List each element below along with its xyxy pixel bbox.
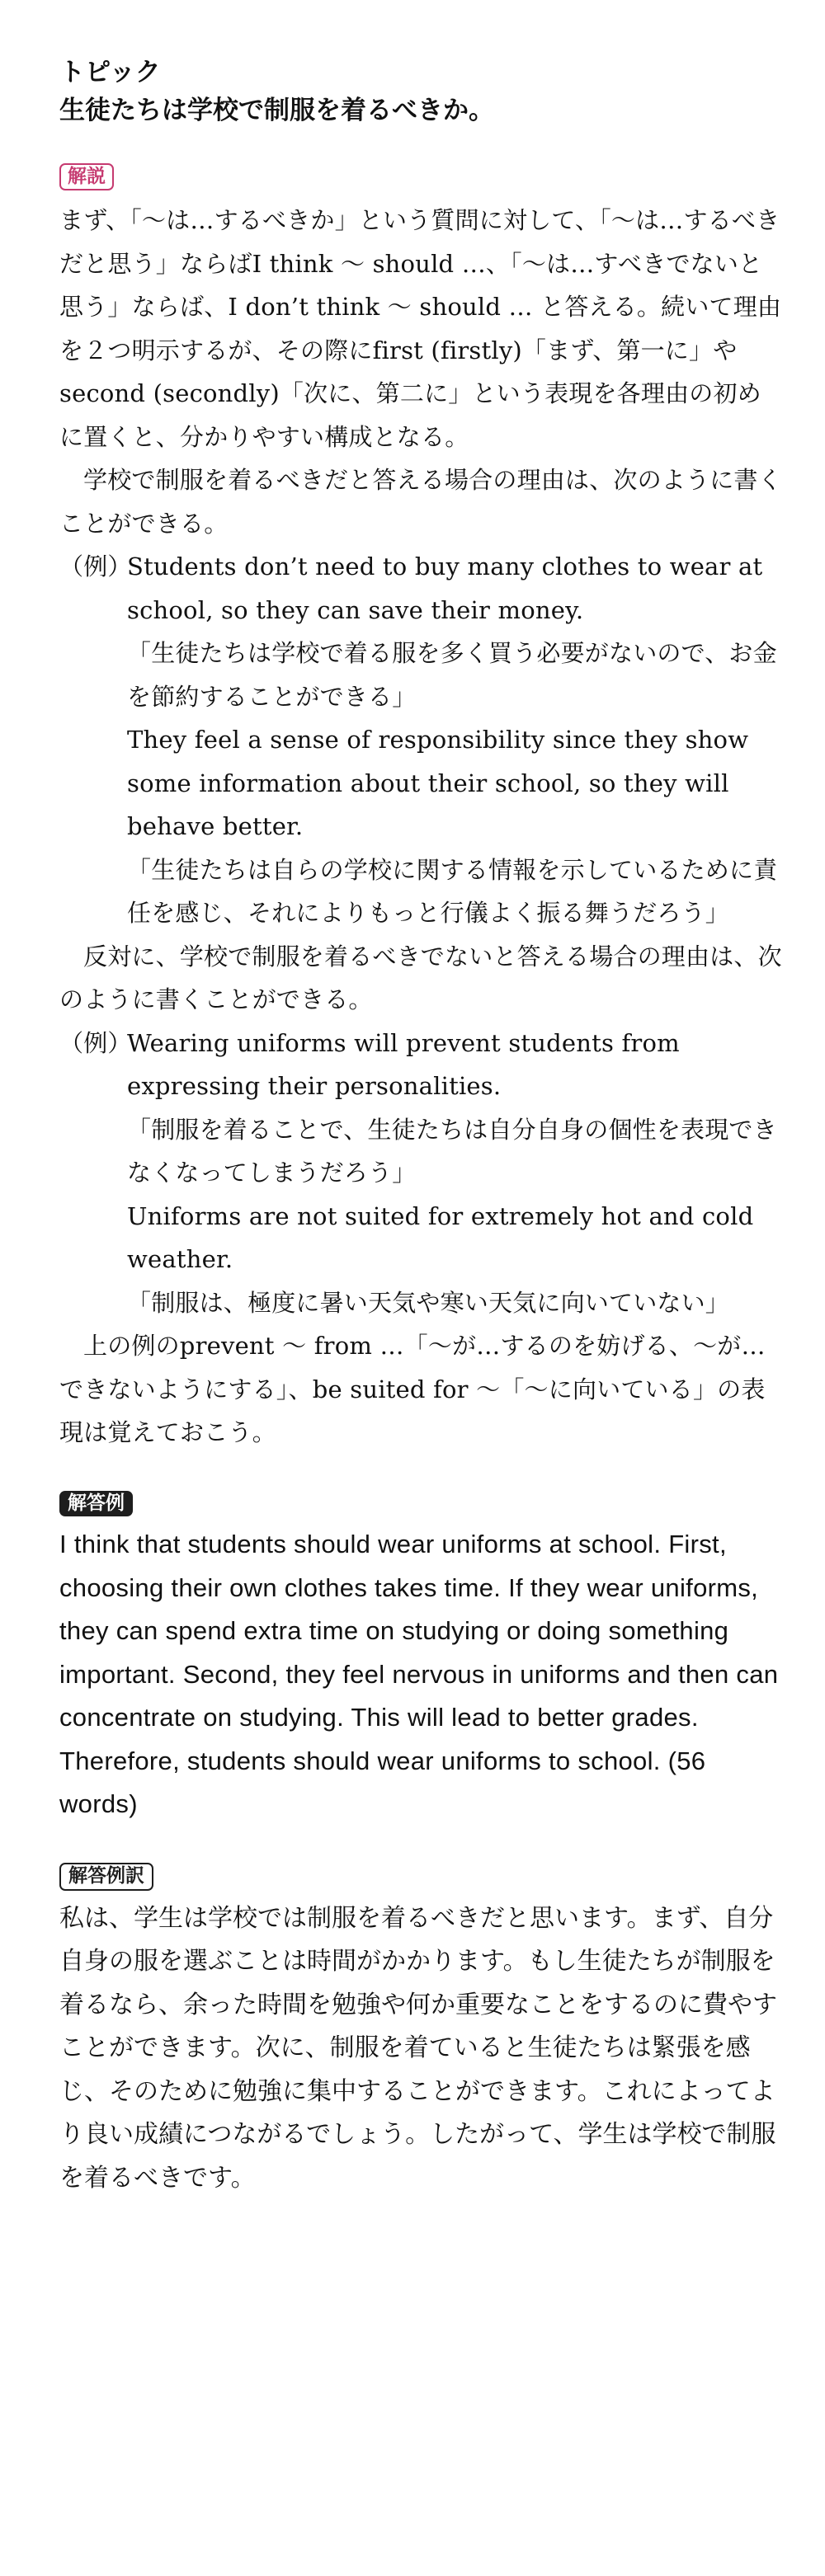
con-example-1-english: Wearing uniforms will prevent students from expressing their personalities. <box>127 1028 680 1101</box>
con-example-1-japanese: 「制服を着ることで、生徒たちは自分自身の個性を表現できなくなってしまうだろう」 <box>127 1115 777 1187</box>
model-answer-text: I think that students should wear uniforms at school. First, choosing their own clothes takes time. If they wear uniforms, they can spend extra time on studying or doing something important. Second, they feel nervous in uniforms and then can concentrate on studying. This will lead to better grades. Therefore, students should wear uniforms to school. (56 words) <box>59 1530 779 1819</box>
model-answer-section <box>59 1491 784 1826</box>
topic-heading: トピック <box>59 58 161 87</box>
commentary-badge: 解説 <box>59 163 114 191</box>
pro-intro: 学校で制服を着るべきだと答える場合の理由は、次のように書くことができる。 <box>59 466 782 538</box>
section-gap <box>59 1826 784 1863</box>
pro-example-2-japanese: 「生徒たちは自らの学校に関する情報を示しているために責任を感じ、それによりもっと行儀よく振る舞うだろう」 <box>127 855 778 928</box>
pro-example-1-japanese: 「生徒たちは学校で着る服を多く買う必要がないので、お金を節約することができる」 <box>127 639 777 711</box>
con-example-2-japanese: 「制服は、極度に暑い天気や寒い天気に向いていない」 <box>127 1288 730 1317</box>
pro-example-1 <box>59 545 784 632</box>
commentary-body <box>59 199 784 1455</box>
example-label: （例） <box>59 552 132 581</box>
commentary-section <box>59 163 784 1455</box>
section-gap <box>59 1455 784 1491</box>
con-example-2-english: Uniforms are not suited for extremely hot and cold weather. <box>127 1201 754 1274</box>
pro-example-2-english: They feel a sense of responsibility since they show some information about their school, so they will behave better. <box>127 726 749 841</box>
model-translation-badge: 解答例訳 <box>59 1863 153 1891</box>
pro-example-1-english <box>127 545 784 632</box>
con-example-1 <box>59 1022 784 1108</box>
model-translation-section <box>59 1863 784 2200</box>
commentary-closing: 上の例のprevent 〜 from …「〜が…するのを妨げる、〜が…できないようにする」、be suited for 〜「〜に向いている」の表現は覚えておこう。 <box>59 1332 766 1447</box>
example-label: （例） <box>59 1028 132 1057</box>
model-translation-text: 私は、学生は学校では制服を着るべきだと思います。まず、自分自身の服を選ぶことは時間がかかります。もし生徒たちが制服を着るなら、余った時間を勉強や何か重要なことをするのに費やすことができます。次に、制服を着ていると生徒たちは緊張を感じ、そのために勉強に集中することができます。これによってより良い成績につながるでしょう。したがって、学生は学校で制服を着るべきです。 <box>59 1903 777 2193</box>
pro-example-1-english-text: Students don’t need to buy many clothes to wear at school, so they can save their money. <box>127 552 763 624</box>
commentary-intro: まず、「〜は…するべきか」という質問に対して、「〜は…するべきだと思う」ならばI think 〜 should …、「〜は…すべきでないと思う」ならば、I don’t think 〜 should … と答える。続いて理由を２つ明示するが、その際にfirst (firstly)「まず、第一に」やsecond (secondly)「次に、第二に」という表現を各理由の初めに置くと、分かりやすい構成となる。 <box>59 206 782 451</box>
topic-question: 生徒たちは学校で制服を着るべきか。 <box>59 95 494 125</box>
topic-section <box>59 54 784 130</box>
model-answer-badge: 解答例 <box>59 1491 133 1517</box>
con-intro: 反対に、学校で制服を着るべきでないと答える場合の理由は、次のように書くことができる。 <box>59 942 782 1014</box>
